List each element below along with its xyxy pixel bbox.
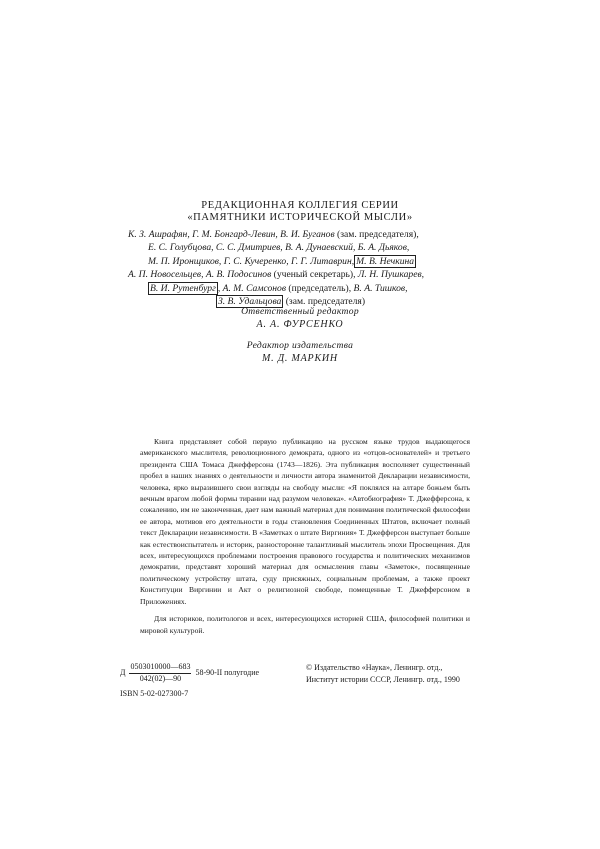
deceased-member-box: З. В. Удальцова [218,296,282,308]
series-heading-line2: «ПАМЯТНИКИ ИСТОРИЧЕСКОЙ МЫСЛИ» [187,212,413,223]
members-line-1 [128,228,488,241]
catalog-index [120,662,259,684]
members-role: (председатель), [286,282,354,294]
editorial-board-members [128,228,488,308]
abstract-paragraph-2: Для историков, политологов и всех, интересующихся историей США, философией политики и мировой культурой. [140,614,470,635]
members-line-5 [128,282,488,295]
members-names: А. П. Новосельцев, А. В. Подосинов [128,269,272,281]
members-role: (ученый секретарь), [271,269,358,281]
members-names: Е. С. Голубцова, С. С. Дмитриев, В. А. Дунаевский, Б. А. Дьяков, [148,242,410,254]
abstract-paragraph-1: Книга представляет собой первую публикацию на русском языке трудов выдающегося американского мыслителя, революционного демократа, одного из «отцов-основателей» и третьего президента США Томаса Джефферсона (1743—1826). Эта публикация восполняет существенный пробел в наших знаниях о деятельности и личности автора знаменитой Декларации независимости, человека, ярко выразившего свои взгляды на свободу мысли: «Я поклялся на алтаре божьем быть вечным врагом любой формы тирании над разумом человека». «Автобиография» Т. Джефферсона, к сожалению, им не законченная, дает нам важный материал для понимания политической философии ее автора, мотивов его деятельности в годы становления Соединенных Штатов, включает полный текст Декларации независимости. В «Заметках о штате Виргиния» Т. Джефферсон выступает больше как естествоиспытатель и историк, разносторонне талантливый мыслитель эпохи Просвещения. Для всех, интересующихся проблемами построения правового государства и политических механизмов демократии, представят хороший материал для осмысления главы «Заметок», посвященные политическому устройству штата, суду присяжных, социальным проблемам, а также проект Конституции Виргинии и Акт о религиозной свободе, помещенные Т. Джефферсоном в Приложениях. [140,437,470,606]
publication-plan: 58-90-II полугодие [195,667,260,677]
members-names: , А. М. Самсонов [217,282,286,294]
members-line-3 [128,255,488,268]
copyright-block [306,662,460,686]
members-names: В. А. Тишков, [353,282,408,294]
members-role: (зам. председателя), [334,229,419,240]
publisher-editor-label: Редактор издательства [246,340,354,351]
copyright-line-1: © Издательство «Наука», Ленингр. отд., [306,663,443,672]
copyright-line-2: Институт истории СССР, Ленингр. отд., 1990 [306,675,460,684]
responsible-editor-label: Ответственный редактор [241,306,359,317]
catalog-denominator: 042(02)—90 [139,673,182,683]
members-role: (зам. председателя) [283,296,366,308]
isbn: ISBN 5-02-027300-7 [120,689,189,698]
publisher-editor-name: М. Д. МАРКИН [262,353,338,364]
publisher-editor [0,340,600,364]
members-names: М. П. Иронщиков, Г. С. Кучеренко, Г. Г. Литаврин, [148,255,355,267]
deceased-member-box: М. В. Нечкина [356,255,415,267]
members-line-2 [128,241,488,254]
series-heading-line1: РЕДАКЦИОННАЯ КОЛЛЕГИЯ СЕРИИ [201,200,399,211]
responsible-editor [0,306,600,330]
catalog-letter: Д [120,667,126,677]
series-heading [0,200,600,223]
catalog-fraction [129,662,191,684]
deceased-member-box: В. И. Рутенбург [150,282,216,294]
members-names: Л. Н. Пушкарев, [357,269,425,281]
catalog-numerator: 0503010000—683 [129,662,191,674]
responsible-editor-name: А. А. ФУРСЕНКО [256,319,344,330]
members-names: К. З. Ашрафян, Г. М. Бонгард-Левин, В. И. Буганов [128,229,335,240]
book-abstract [140,436,470,636]
members-line-4 [128,268,488,281]
